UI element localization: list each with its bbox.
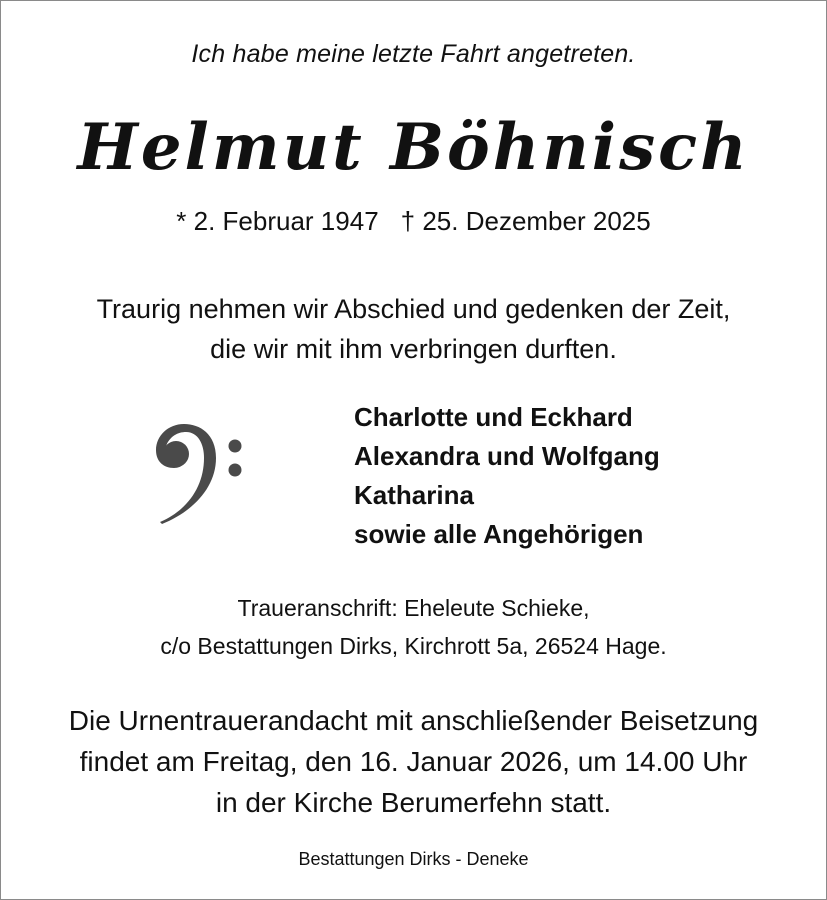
service-line-1: Die Urnentrauerandacht mit anschließender Beisetzung xyxy=(68,705,759,736)
address-line-1: Traueranschrift: Eheleute Schieke, xyxy=(237,595,590,621)
mourner-item: sowie alle Angehörigen xyxy=(354,519,644,549)
mourner-item: Charlotte und Eckhard xyxy=(354,402,633,432)
birth-date: * 2. Februar 1947 xyxy=(176,206,379,236)
mourner-item: Alexandra und Wolfgang xyxy=(354,441,660,471)
service-line-2: findet am Freitag, den 16. Januar 2026, um 14.00 Uhr xyxy=(79,746,748,777)
mourners-list xyxy=(354,398,660,554)
funeral-home: Bestattungen Dirks - Deneke xyxy=(298,849,529,869)
death-date: † 25. Dezember 2025 xyxy=(400,206,651,236)
intro-line-1: Traurig nehmen wir Abschied und gedenken der Zeit, xyxy=(96,294,731,324)
life-dates xyxy=(0,206,827,237)
deceased-name: Helmut Böhnisch xyxy=(77,110,750,185)
mourner-item: Katharina xyxy=(354,480,474,510)
intro-line-2: die wir mit ihm verbringen durften. xyxy=(210,334,617,364)
address-line-2: c/o Bestattungen Dirks, Kirchrott 5a, 26524 Hage. xyxy=(160,633,667,659)
bass-clef-icon xyxy=(152,418,248,530)
motto: Ich habe meine letzte Fahrt angetreten. xyxy=(191,40,636,68)
service-line-3: in der Kirche Berumerfehn statt. xyxy=(215,787,612,818)
